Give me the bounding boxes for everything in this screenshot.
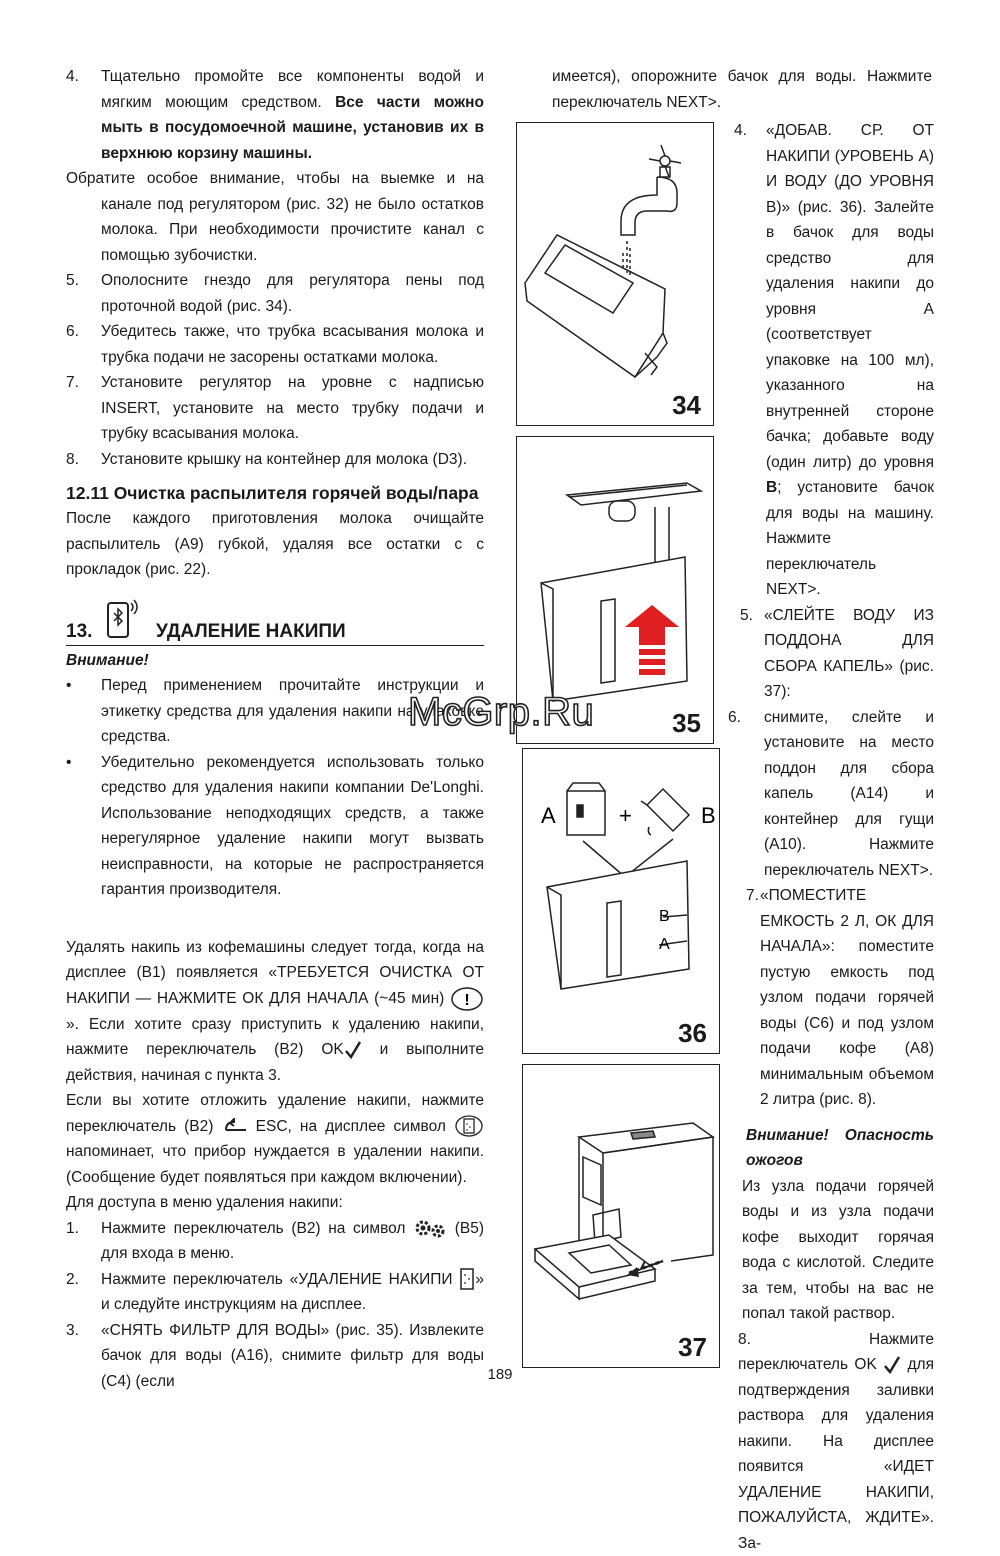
label-plus: + bbox=[619, 803, 632, 828]
paragraph-steam-wand: После каждого приготовления молока очищайте распылитель (A9) губкой, удаляя все остатки с с прокладок (рис. 22). bbox=[66, 506, 484, 583]
check-icon bbox=[344, 1040, 362, 1060]
list-item-6: 6. Убедитесь также, что трубка всасывания молока и трубка подачи не засорены остатками молока. bbox=[66, 319, 484, 370]
label-a: A bbox=[541, 803, 556, 828]
burn-warning-text: Из узла подачи горячей воды и из узла подачи кофе выходит горячая вода с кислотой. Следите за тем, чтобы на вас не попал такой раствор. bbox=[742, 1174, 934, 1327]
right-column bbox=[730, 118, 934, 1556]
level-b-label: B bbox=[659, 908, 670, 925]
paragraph-continuation: имеется), опорожните бачок для воды. Нажмите переключатель NEXT>. bbox=[552, 64, 932, 115]
right-item-8: 8. Нажмите переключатель OK для подтверждения заливки раствора для удаления накипи. На дисплее появится «ИДЕТ УДАЛЕНИЕ НАКИПИ, ПОЖАЛУЙСТА, ЖДИТЕ». За- bbox=[738, 1327, 934, 1556]
paragraph-descaling-when: Удалять накипь из кофемашины следует тогда, когда на дисплее (B1) появляется «ТРЕБУЕТСЯ ОЧИСТКА ОТ НАКИПИ — НАЖМИТЕ ОК ДЛЯ НАЧАЛА (~45 мин) ! ». Если хотите сразу приступить к удалению накипи, нажмите переключатель (B2) OK и выполните действия, начиная с пункта 3. bbox=[66, 935, 484, 1089]
gears-icon bbox=[413, 1217, 447, 1239]
subheading-12-11: 12.11 Очистка распылителя горячей воды/пара bbox=[66, 480, 484, 506]
figure-37: 37 bbox=[522, 1064, 720, 1368]
list-item-5: 5. Ополосните гнездо для регулятора пены под проточной водой (рис. 34). bbox=[66, 268, 484, 319]
figure-36: A + B B A 36 bbox=[522, 748, 720, 1054]
drip-tray-illustration bbox=[523, 1065, 719, 1367]
step-3: 3. «СНЯТЬ ФИЛЬТР ДЛЯ ВОДЫ» (рис. 35). Извлеките бачок для воды (A16), снимите фильтр для воды (C4) (если bbox=[66, 1318, 484, 1395]
list-item-7: 7. Установите регулятор на уровне с надписью INSERT, установите на место трубку подачи и трубку всасывания молока. bbox=[66, 370, 484, 447]
descale-icon bbox=[454, 1114, 484, 1138]
burn-warning-label: Внимание! Опасность ожогов bbox=[746, 1123, 934, 1174]
paragraph-postpone: Если вы хотите отложить удаление накипи, нажмите переключатель (B2) ESC, на дисплее символ напоминает, что прибор нуждается в удалении накипи. (Сообщение будет появляться при каждом включении). bbox=[66, 1088, 484, 1190]
descaler-level-illustration bbox=[523, 749, 719, 1053]
paragraph-menu-access: Для доступа в меню удаления накипи: bbox=[66, 1190, 484, 1216]
list-item-8: 8. Установите крышку на контейнер для молока (D3). bbox=[66, 447, 484, 473]
list-item-4: 4. Тщательно промойте все компоненты водой и мягким моющим средством. Все части можно мыть в посудомоечной машине, установив их в верхнюю корзину машины. bbox=[66, 64, 484, 166]
warning-label: Внимание! bbox=[66, 648, 484, 674]
descale-icon bbox=[459, 1267, 475, 1291]
back-arrow-icon bbox=[222, 1118, 248, 1134]
level-a-label: A bbox=[659, 936, 670, 953]
alert-icon bbox=[450, 986, 484, 1012]
section-heading-13: 13. УДАЛЕНИЕ НАКИПИ bbox=[66, 597, 484, 646]
figure-35: 35 bbox=[516, 436, 714, 744]
right-item-5: 5. «СЛЕЙТЕ ВОДУ ИЗ ПОДДОНА ДЛЯ СБОРА КАПЕЛЬ» (рис. 37): bbox=[740, 603, 934, 705]
label-b: B bbox=[701, 803, 716, 828]
step-1: 1. Нажмите переключатель (B2) на символ (B5) для входа в меню. bbox=[66, 1216, 484, 1267]
paragraph-milk-residue: Обратите особое внимание, чтобы на выемке и на канале под регулятором (рис. 32) не было остатков молока. При необходимости прочистите канал с помощью зубочистки. bbox=[66, 166, 484, 268]
figure-34: 34 bbox=[516, 122, 714, 426]
bluetooth-phone-icon bbox=[104, 597, 144, 641]
svg-text:!: ! bbox=[464, 992, 469, 1009]
bullet-item: • Перед применением прочитайте инструкции и этикетку средства для удаления накипи на упаковке средства. bbox=[66, 673, 484, 750]
step-2: 2. Нажмите переключатель «УДАЛЕНИЕ НАКИПИ » и следуйте инструкциям на дисплее. bbox=[66, 1267, 484, 1318]
watermark: McGrp.Ru bbox=[408, 690, 594, 735]
right-item-7: 7. «ПОМЕСТИТЕ ЕМКОСТЬ 2 Л, ОК ДЛЯ НАЧАЛА»: поместите пустую емкость под узлом подачи горячей воды (C6) и под узлом подачи кофе (A8) минимальным объемом 2 литра (рис. 8). bbox=[746, 883, 934, 1113]
right-item-6: 6. снимите, слейте и установите на место поддон для сбора капель (A14) и контейнер для гущи (A10). Нажмите переключатель NEXT>. bbox=[728, 705, 934, 884]
page-number: 189 bbox=[0, 1366, 1000, 1383]
right-item-4: 4. «ДОБАВ. СР. ОТ НАКИПИ (УРОВЕНЬ A) И ВОДУ (ДО УРОВНЯ B)» (рис. 36). Залейте в бачок для воды средство для удаления накипи до уровня A (соответствует упаковке на 100 мл), указанного на внутренней стороне бачка; добавьте воду (один литр) до уровня B; установите бачок для воды на машину. Нажмите переключатель NEXT>. bbox=[734, 118, 934, 603]
bullet-item: • Убедительно рекомендуется использовать только средство для удаления накипи компании De'Longhi. Использование неподходящих средств, а также нерегулярное удаление накипи могут вызвать неисправности, на которые не распространяется гарантия производителя. bbox=[66, 750, 484, 903]
faucet-container-illustration bbox=[517, 123, 713, 425]
